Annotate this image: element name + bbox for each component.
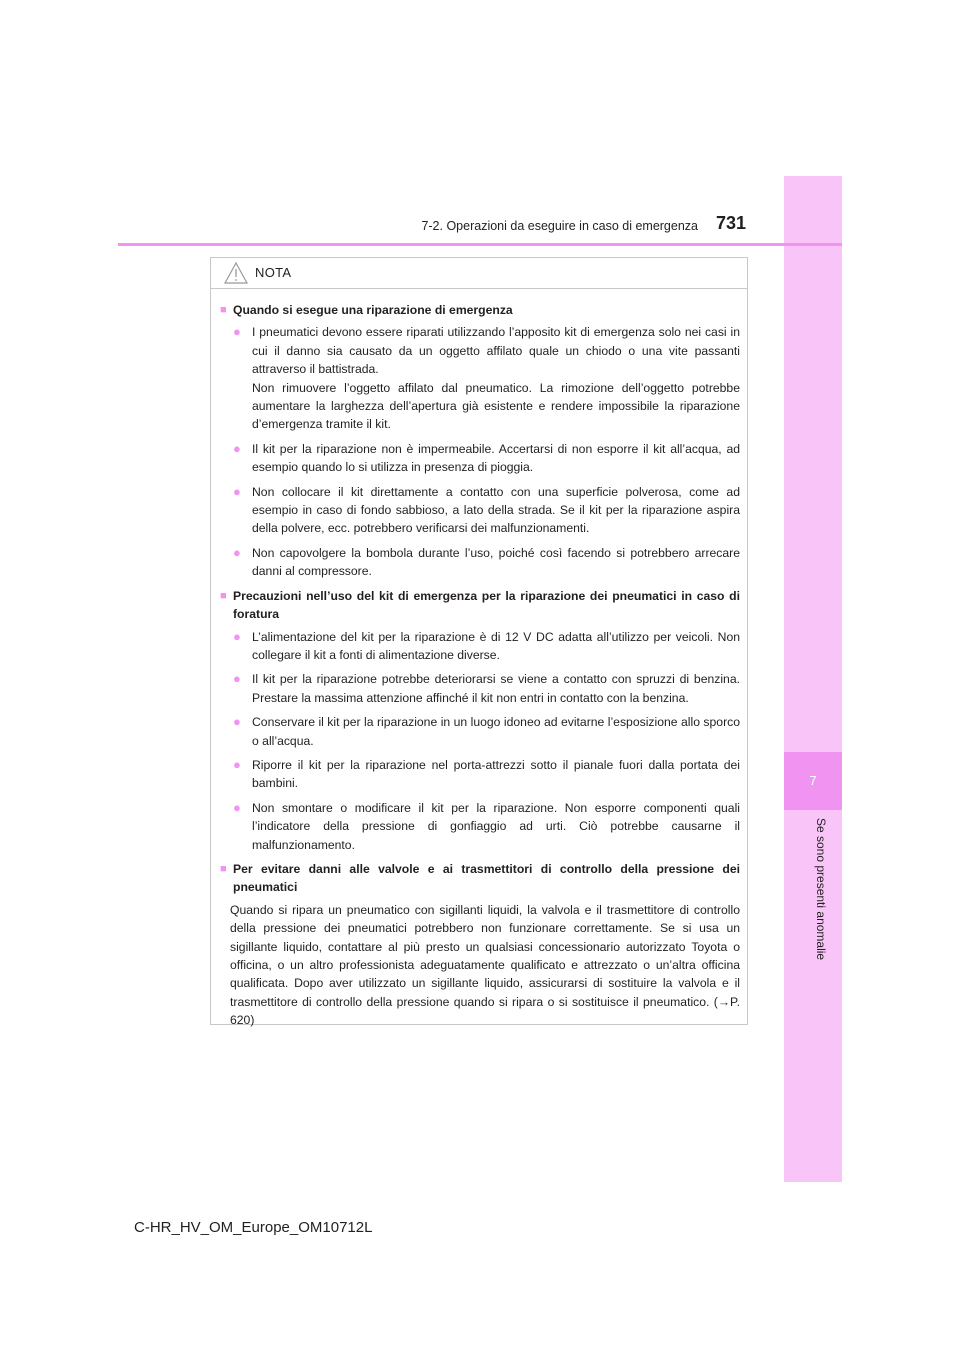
- list-item-text: Non capovolgere la bombola durante l’uso, poiché così facendo si potrebbero arrecare danni al compressore.: [252, 545, 740, 579]
- circle-bullet-icon: ●: [233, 714, 241, 730]
- square-bullet-icon: ■: [220, 862, 227, 875]
- square-bullet-icon: ■: [220, 589, 227, 602]
- warning-triangle-icon: [224, 262, 248, 289]
- circle-bullet-icon: ●: [233, 628, 241, 644]
- list-item: [220, 440, 740, 477]
- notice-content: [211, 289, 747, 1030]
- circle-bullet-icon: ●: [233, 671, 241, 687]
- circle-bullet-icon: ●: [233, 483, 241, 499]
- list-item-text: I pneumatici devono essere riparati utilizzando l’apposito kit di emergenza solo nei casi in cui il danno sia causato da un oggetto affilato quale un chiodo o una vite passanti attraverso il battistrada.: [252, 325, 740, 377]
- chapter-label: Se sono presenti anomalie: [814, 818, 828, 961]
- section-title: [220, 587, 740, 624]
- list-item-text: Riporre il kit per la riparazione nel porta-attrezzi sotto il pianale fuori dalla portata dei bambini.: [252, 757, 740, 791]
- list-item: [220, 483, 740, 538]
- section-title: [220, 301, 740, 319]
- circle-bullet-icon: ●: [233, 440, 241, 456]
- notice-header: [211, 258, 747, 289]
- notice-title: NOTA: [255, 265, 292, 280]
- section-header: 7-2. Operazioni da eseguire in caso di emergenza: [421, 219, 698, 233]
- circle-bullet-icon: ●: [233, 324, 241, 340]
- list-item: [220, 628, 740, 665]
- list-item: [220, 756, 740, 793]
- list-item: [220, 713, 740, 750]
- list-item: [220, 799, 740, 854]
- notice-box: [210, 257, 748, 1028]
- list-item-text: Non rimuovere l’oggetto affilato dal pneumatico. La rimozione dell’oggetto potrebbe aumentare la larghezza dell’apertura già esistente e rendere impossibile la riparazione d’emergenza tramite il kit.: [252, 380, 740, 432]
- circle-bullet-icon: ●: [233, 756, 241, 772]
- document-id-footer: C-HR_HV_OM_Europe_OM10712L: [134, 1219, 373, 1236]
- page-number: 731: [716, 213, 747, 233]
- circle-bullet-icon: ●: [233, 544, 241, 560]
- list-item: [220, 323, 740, 433]
- square-bullet-icon: ■: [220, 304, 227, 316]
- chapter-number-tab[interactable]: 7: [784, 752, 842, 810]
- list-item: [220, 670, 740, 707]
- section-paragraph: Quando si ripara un pneumatico con sigillanti liquidi, la valvola e il trasmettitore di controllo della pressione dei pneumatici potrebbero non funzionare correttamente. Se si usa un sigillante liquido, contattare al più presto un qualsiasi concessionario autorizzato Toyota o officina, o un altro professionista adeguatamente qualificato e attrezzato o un’altra officina qualificata. Dopo aver utilizzato un sigillante liquido, assicurarsi di sostituire la valvola e il trasmettitore di controllo della pressione quando si ripara o si sostituisce il pneumatico. (→P. 620): [230, 902, 740, 1028]
- list-item-text: Non smontare o modificare il kit per la riparazione. Non esporre componenti quali l’indicatore della pressione di gonfiaggio ad urti. Ciò potrebbe causarne il malfunzionamento.: [252, 800, 740, 852]
- section-title-text: Per evitare danni alle valvole e ai trasmettitori di controllo della pressione dei pneumatici: [233, 861, 740, 895]
- section-title: [220, 860, 740, 897]
- section-title-text: Quando si esegue una riparazione di emergenza: [233, 303, 513, 317]
- list-item-text: Il kit per la riparazione potrebbe deteriorarsi se viene a contatto con spruzzi di benzina. Prestare la massima attenzione affinché il kit non entri in contatto con la benzina.: [252, 672, 740, 705]
- list-item-text: Non collocare il kit direttamente a contatto con una superficie polverosa, come ad esempio in caso di fondo sabbioso, a lato della strada. Se il kit per la riparazione aspira della polvere, ecc. potrebbero verificarsi dei malfunzionamenti.: [252, 484, 740, 536]
- list-item-text: Il kit per la riparazione non è impermeabile. Accertarsi di non esporre il kit all’acqua, ad esempio quando lo si utilizza in presenza di pioggia.: [252, 441, 740, 475]
- header-rule: [118, 243, 842, 246]
- circle-bullet-icon: ●: [233, 799, 241, 815]
- section-title-text: Precauzioni nell’uso del kit di emergenza per la riparazione dei pneumatici in caso di foratura: [233, 588, 740, 622]
- list-item-text: L’alimentazione del kit per la riparazione è di 12 V DC adatta all’utilizzo per veicoli. Non collegare il kit a fonti di alimentazione diverse.: [252, 629, 740, 662]
- list-item-text: Conservare il kit per la riparazione in un luogo idoneo ad evitarne l’esposizione allo sporco o all’acqua.: [252, 715, 740, 748]
- list-item: [220, 544, 740, 581]
- chapter-side-tab: [784, 176, 842, 1182]
